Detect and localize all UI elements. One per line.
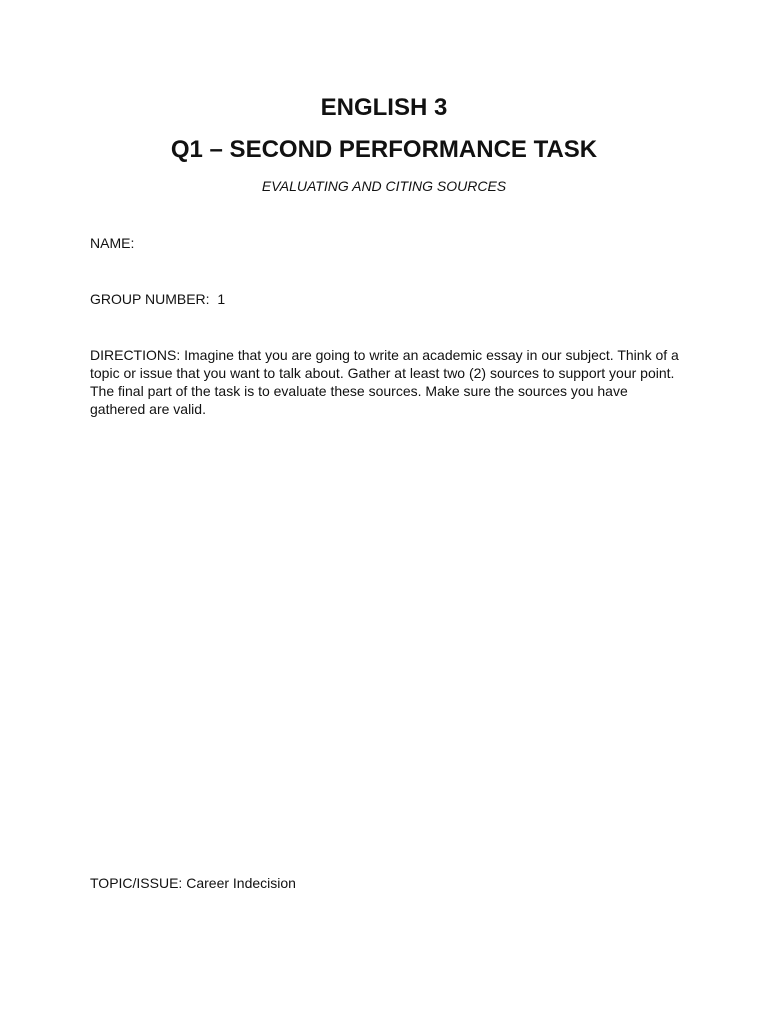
directions-paragraph — [90, 346, 680, 418]
topic-value: Career Indecision — [186, 875, 296, 891]
directions-label: DIRECTIONS: — [90, 347, 181, 363]
task-title: Q1 – SECOND PERFORMANCE TASK — [170, 136, 598, 163]
group-number-field — [90, 290, 225, 308]
name-field — [90, 234, 134, 252]
document-title: ENGLISH 3 — [320, 94, 448, 121]
section-heading: EVALUATING AND CITING SOURCES — [261, 178, 507, 194]
group-number-value: 1 — [217, 291, 226, 307]
name-label: NAME: — [90, 235, 135, 251]
topic-field — [90, 874, 296, 892]
topic-label: TOPIC/ISSUE: — [90, 875, 183, 891]
group-number-label: GROUP NUMBER: — [90, 291, 210, 307]
directions-text: Imagine that you are going to write an academic essay in our subject. Think of a topic or issue that you want to talk about. Gather at least two (2) sources to support your point. The final part of the task is to evaluate these sources. Make sure the sources you have gathered are valid. — [90, 347, 679, 417]
